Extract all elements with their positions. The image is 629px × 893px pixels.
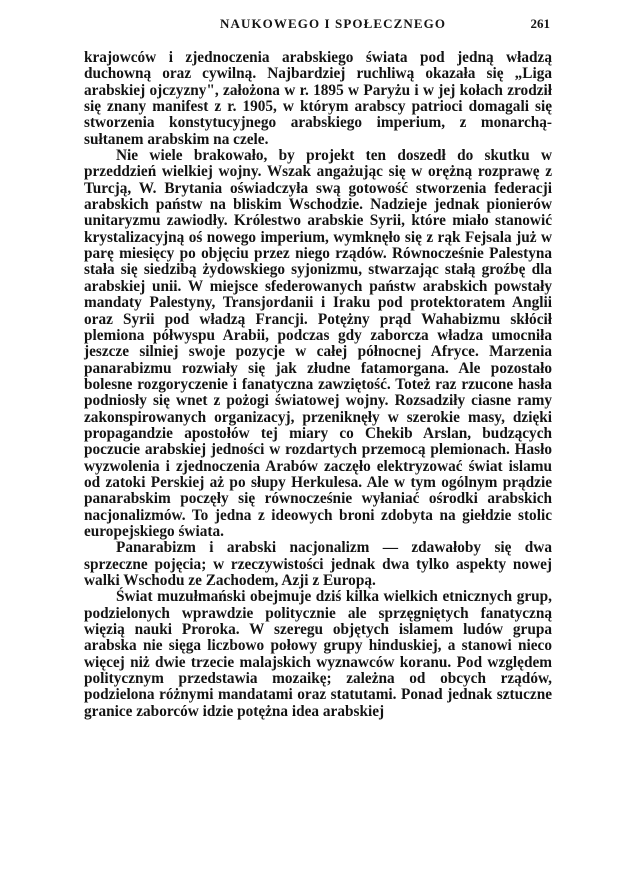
body-text: [84, 50, 552, 720]
paragraph: Nie wiele brakowało, by projekt ten doszedł do skutku w przeddzień wielkiej wojny. Wszak angażując się w orężną rozprawę z Turcją, W. Brytania oświadczyła swą gotowość stworzenia federacji arabskich państw na bliskim Wschodzie. Nadzieje jednak pionierów unitaryzmu zawiodły. Królestwo arabskie Syrii, które miało stanowić krystalizacyjną oś nowego imperium, wymknęło się z rąk Fejsala już w parę miesięcy po objęciu przez niego rządów. Równocześnie Palestyna stała się siedzibą żydowskiego syjonizmu, stwarzając stałą groźbę dla arabskiej unii. W miejsce sfederowanych państw arabskich powstały mandaty Palestyny, Transjordanii i Iraku pod protektoratem Anglii oraz Syrii pod władzą Francji. Potężny prąd Wahabizmu skłócił plemiona półwyspu Arabii, podczas gdy zaborcza władza umocniła jeszcze silniej swoje pozycje w całej północnej Afryce. Marzenia panarabizmu rozwiały się jak złudne fatamorgana. Ale pozostało bolesne rozgoryczenie i fanatyczna zawziętość. Toteż raz rzucone hasła podniosły się wnet z pożogi światowej wojny. Rozsadziły ciasne ramy zakonspirowanych organizacyj, przeniknęły w szerokie masy, dzięki propagandzie apostołów tej miary co Chekib Arslan, budzących poczucie arabskiej jedności w rozdartych przemocą plemionach. Hasło wyzwolenia i zjednoczenia Arabów zaczęło elektryzować świat islamu od zatoki Perskiej aż po słupy Herkulesa. Ale w tym ogólnym prądzie panarabskim poczęły się równocześnie wyłaniać ośrodki arabskich nacjonalizmów. To jedna z ideowych broni zdobyta na giełdzie stolic europejskiego świata.: [84, 147, 552, 540]
running-title: NAUKOWEGO I SPOŁECZNEGO: [220, 16, 447, 31]
running-head: [88, 12, 554, 34]
paragraph: Świat muzułmański obejmuje dziś kilka wielkich etnicznych grup, podzielonych wprawdzie politycznie ale sprzęgniętych fanatyczną więzią nauki Proroka. W szeregu objętych islamem ludów grupa arabska nie sięga liczbowo połowy grupy hinduskiej, a stanowi nieco więcej niż dwie trzecie malajskich wyznawców koranu. Pod względem politycznym przedstawia mozaikę; zależna od obcych rządów, podzielona różnymi mandatami oraz statutami. Ponad jednak sztuczne granice zaborców idzie potężna idea arabskiej: [84, 588, 552, 720]
paragraph: Panarabizm i arabski nacjonalizm — zdawałoby się dwa sprzeczne pojęcia; w rzeczywistości jednak dwa tylko aspekty nowej walki Wschodu ze Zachodem, Azji z Europą.: [84, 539, 552, 589]
page-number: 261: [530, 16, 550, 31]
paragraph: krajowców i zjednoczenia arabskiego świata pod jedną władzą duchowną oraz cywilną. Najbardziej ruchliwą okazała się „Liga arabskiej ojczyzny", założona w r. 1895 w Paryżu i w jej kołach zrodził się znany manifest z r. 1905, w którym arabscy patrioci domagali się stworzenia konstytucyjnego arabskiego imperium, z monarchą-sułtanem arabskim na czele.: [84, 49, 552, 148]
